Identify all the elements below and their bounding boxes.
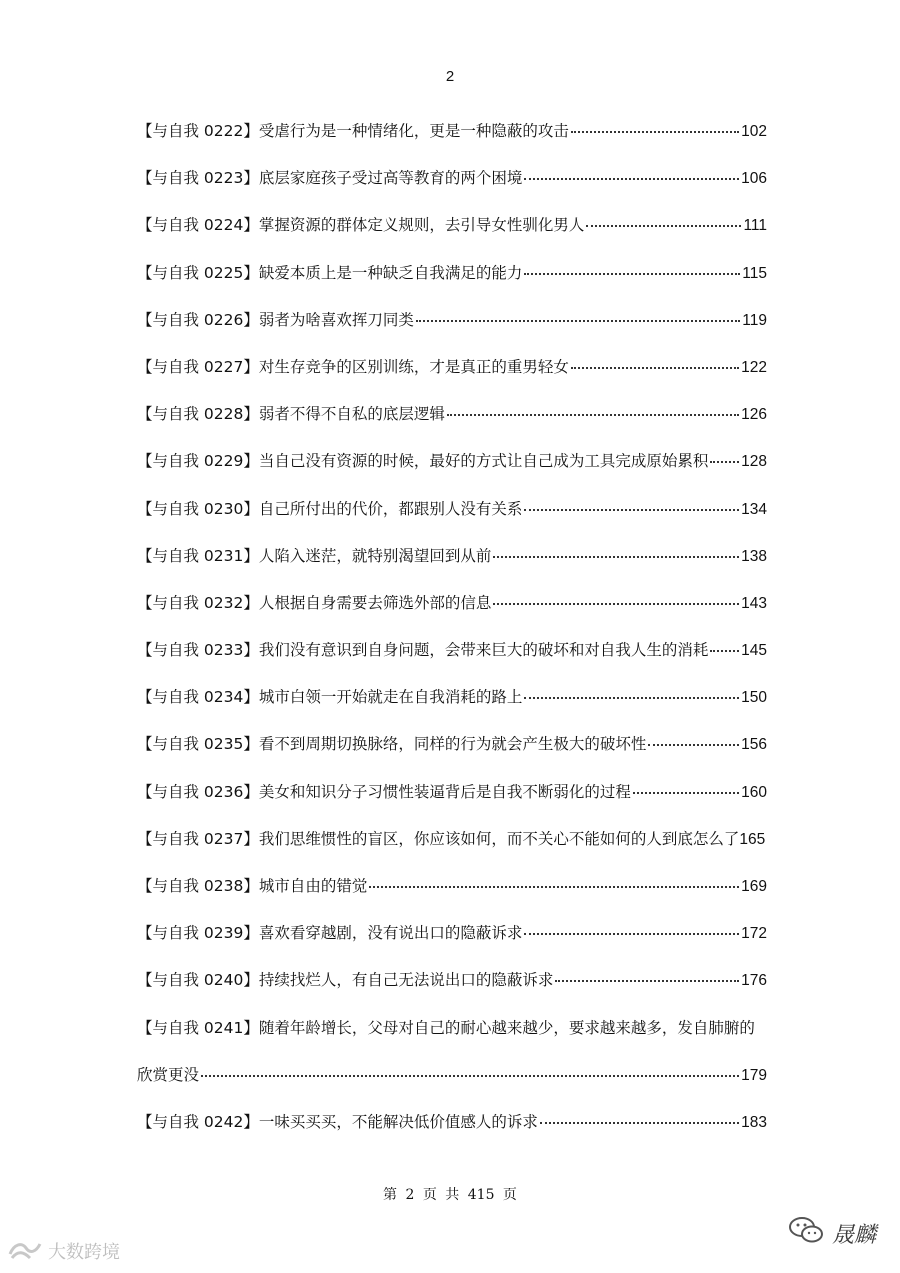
toc-entry-title: 对生存竞争的区别训练，才是真正的重男轻女 (258, 357, 569, 376)
toc-entry-title: 美女和知识分子习惯性装逼背后是自我不断弱化的过程 (258, 782, 631, 801)
toc-entry-page: 143 (741, 594, 767, 612)
toc-entry[interactable] (137, 449, 767, 496)
brand-logo-icon (8, 1240, 42, 1262)
dot-leader (555, 980, 739, 982)
toc-entry-title: 底层家庭孩子受过高等教育的两个困境 (258, 169, 523, 188)
toc-entry-title: 城市白领一开始就走在自我消耗的路上 (258, 688, 523, 707)
dot-leader (710, 650, 739, 652)
toc-entry-code: 【与自我 0235】 (137, 735, 259, 754)
header-page-number: 2 (445, 68, 455, 85)
toc-entry[interactable] (137, 544, 767, 591)
toc-entry-title: 一味买买买，不能解决低价值感人的诉求 (258, 1112, 538, 1131)
toc-entry-title: 持续找烂人，有自己无法说出口的隐蔽诉求 (258, 971, 554, 990)
dot-leader (524, 273, 740, 275)
toc-entry[interactable] (137, 355, 767, 402)
toc-entry[interactable] (137, 732, 767, 779)
toc-entry-page: 183 (741, 1113, 767, 1131)
dot-leader (524, 933, 739, 935)
toc-entry[interactable] (137, 402, 767, 449)
toc-entry-title: 城市自由的错觉 (258, 877, 368, 895)
dot-leader (524, 178, 739, 180)
toc-entry-code: 【与自我 0241】 (137, 1018, 259, 1037)
dot-leader (493, 556, 739, 558)
toc-entry-title: 欣赏更没 (137, 1065, 200, 1084)
toc-entry-code: 【与自我 0240】 (137, 971, 259, 990)
toc-entry[interactable] (137, 591, 767, 638)
toc-entry[interactable] (137, 261, 767, 308)
dot-leader (710, 461, 739, 463)
toc-entry-title: 我们思维惯性的盲区，你应该如何，而不关心不能如何的人到底怎么了 (258, 829, 740, 848)
toc-entry-page: 150 (741, 689, 767, 707)
toc-entry-page: 106 (741, 170, 767, 188)
dot-leader (416, 320, 740, 322)
toc-entry[interactable] (137, 685, 767, 732)
watermark-right-text: 晟麟 (831, 1222, 876, 1248)
wechat-icon (788, 1215, 824, 1251)
toc-entry-page: 111 (743, 217, 767, 235)
footer-page-count: 第 2 页 共 415 页 (383, 1187, 517, 1203)
dot-leader (571, 131, 739, 133)
toc-entry-page: 165 (739, 830, 766, 848)
dot-leader (369, 886, 739, 888)
toc-entry-code: 【与自我 0223】 (137, 169, 259, 188)
toc-entry-title: 弱者不得不自私的底层逻辑 (258, 405, 445, 424)
toc-entry-code: 【与自我 0232】 (137, 593, 259, 612)
toc-entry-title: 缺爱本质上是一种缺乏自我满足的能力 (258, 263, 523, 282)
toc-entry-code: 【与自我 0226】 (137, 310, 259, 329)
toc-entry-page: 128 (741, 453, 767, 471)
toc-entry-page: 134 (741, 500, 767, 518)
toc-entry-code: 【与自我 0229】 (137, 452, 259, 471)
toc-entry-title: 当自己没有资源的时候，最好的方式让自己成为工具完成原始累积 (258, 452, 709, 471)
watermark-left-text: 大数跨境 (48, 1242, 120, 1263)
toc-entry-page: 176 (741, 972, 767, 990)
toc-entry-code: 【与自我 0234】 (137, 688, 259, 707)
toc-entry-page: 160 (741, 783, 767, 801)
dot-leader (524, 697, 739, 699)
toc-entry-code: 【与自我 0238】 (137, 877, 259, 895)
toc-entry-page: 115 (742, 264, 767, 282)
table-of-contents (137, 119, 767, 1157)
toc-entry[interactable] (137, 213, 767, 260)
toc-entry-title: 人陷入迷茫，就特别渴望回到从前 (258, 546, 492, 565)
dot-leader (633, 792, 739, 794)
toc-entry-code: 【与自我 0225】 (137, 263, 259, 282)
dot-leader (571, 367, 739, 369)
toc-entry[interactable] (137, 827, 767, 874)
toc-entry[interactable] (137, 308, 767, 355)
toc-entry[interactable] (137, 638, 767, 685)
toc-entry-code: 【与自我 0237】 (137, 829, 259, 848)
toc-entry-code: 【与自我 0222】 (137, 122, 259, 140)
toc-entry-code: 【与自我 0227】 (137, 357, 259, 376)
toc-entry-page: 126 (741, 406, 767, 424)
toc-entry-continuation[interactable] (137, 1063, 767, 1110)
toc-entry-page: 138 (741, 547, 767, 565)
dot-leader (493, 603, 739, 605)
toc-entry-page: 169 (741, 878, 767, 895)
toc-entry[interactable] (137, 166, 767, 213)
toc-entry[interactable] (137, 1016, 767, 1063)
watermark-right (788, 1215, 876, 1251)
toc-entry[interactable] (137, 968, 767, 1015)
toc-entry[interactable] (137, 921, 767, 968)
toc-entry-title: 我们没有意识到自身问题，会带来巨大的破坏和对自我人生的消耗 (258, 641, 709, 660)
toc-entry-page: 172 (741, 925, 767, 943)
toc-entry[interactable] (137, 1110, 767, 1157)
toc-entry-code: 【与自我 0236】 (137, 782, 259, 801)
toc-entry-code: 【与自我 0224】 (137, 216, 259, 235)
toc-entry-code: 【与自我 0242】 (137, 1112, 259, 1131)
watermark-left (8, 1238, 120, 1264)
dot-leader (201, 1075, 739, 1077)
toc-entry-title: 看不到周期切换脉络，同样的行为就会产生极大的破坏性 (258, 735, 647, 754)
toc-entry-code: 【与自我 0228】 (137, 405, 259, 424)
toc-entry-page: 156 (741, 736, 767, 754)
toc-entry-code: 【与自我 0239】 (137, 924, 259, 943)
toc-entry-page: 102 (741, 123, 767, 140)
toc-entry[interactable] (137, 780, 767, 827)
dot-leader (447, 414, 739, 416)
toc-entry-code: 【与自我 0233】 (137, 641, 259, 660)
toc-entry-title: 随着年龄增长，父母对自己的耐心越来越少，要求越来越多，发自肺腑的 (258, 1018, 755, 1037)
dot-leader (540, 1122, 739, 1124)
toc-entry[interactable] (137, 119, 767, 166)
toc-entry-page: 122 (741, 358, 767, 376)
toc-entry-title: 受虐行为是一种情绪化，更是一种隐蔽的攻击 (258, 122, 569, 140)
toc-entry-page: 119 (742, 311, 767, 329)
dot-leader (524, 509, 739, 511)
toc-entry-page: 145 (741, 642, 767, 660)
toc-entry-title: 弱者为啥喜欢挥刀同类 (258, 310, 414, 329)
toc-entry-code: 【与自我 0230】 (137, 499, 259, 518)
toc-entry-title: 自己所付出的代价，都跟别人没有关系 (258, 499, 523, 518)
toc-entry[interactable] (137, 497, 767, 544)
toc-entry[interactable] (137, 874, 767, 921)
toc-entry-code: 【与自我 0231】 (137, 546, 259, 565)
toc-entry-title: 掌握资源的群体定义规则，去引导女性驯化男人 (258, 216, 585, 235)
toc-entry-page: 179 (741, 1066, 767, 1084)
toc-entry-title: 人根据自身需要去筛选外部的信息 (258, 593, 492, 612)
toc-entry-title: 喜欢看穿越剧，没有说出口的隐蔽诉求 (258, 924, 523, 943)
dot-leader (648, 744, 739, 746)
dot-leader (586, 225, 741, 227)
